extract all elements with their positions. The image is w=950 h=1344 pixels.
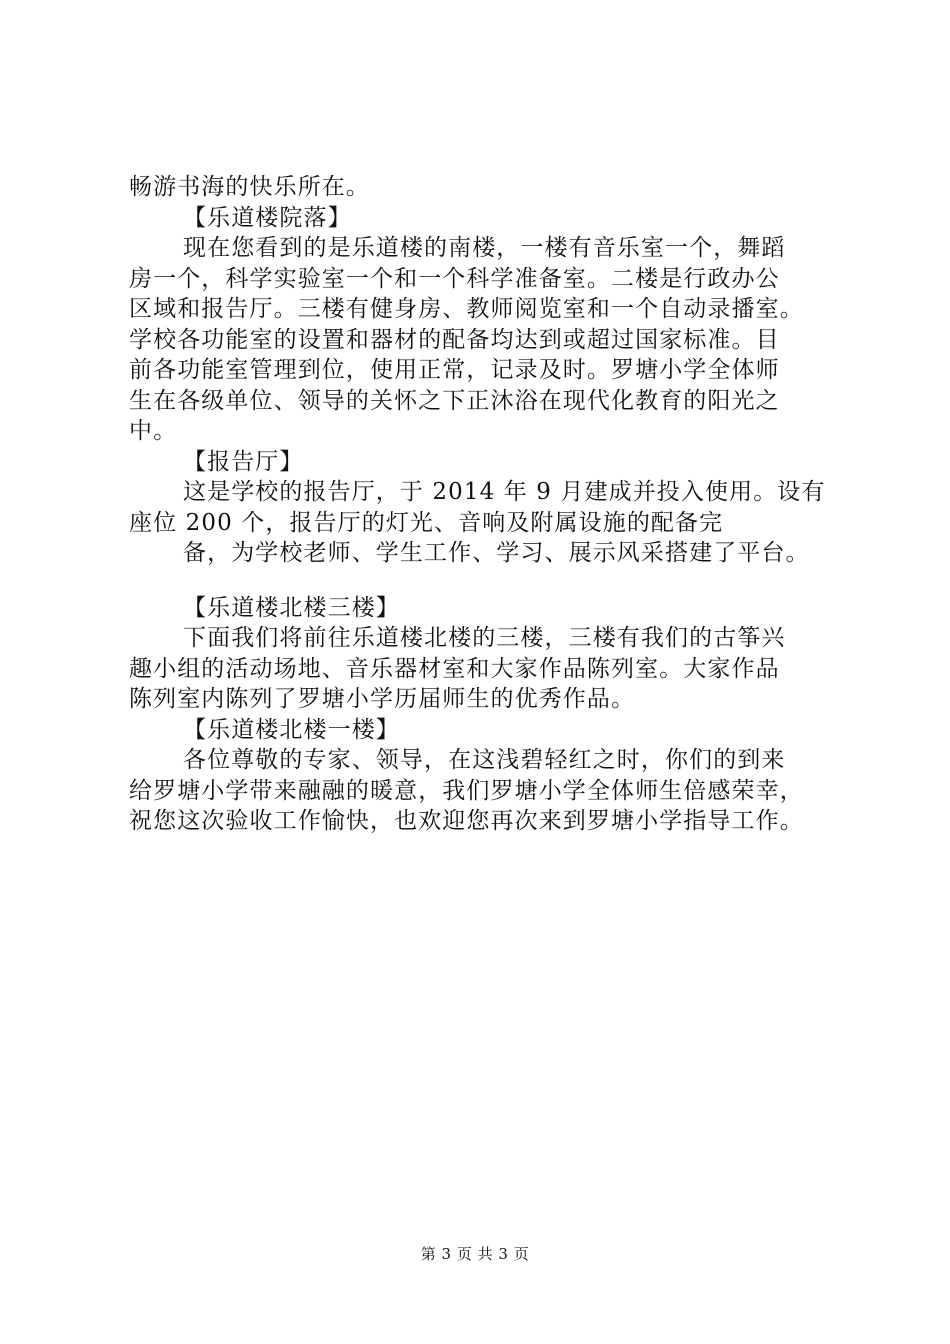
paragraph-line: 座位 200 个，报告厅的灯光、音响及附属设施的配备完 (129, 509, 724, 536)
section-heading-lecture-hall: 【报告厅】 (183, 448, 304, 475)
paragraph-line: 趣小组的活动场地、音乐器材室和大家作品陈列室。大家作品 (129, 655, 780, 682)
paragraph-line: 备，为学校老师、学生工作、学习、展示风采搭建了平台。 (183, 540, 810, 566)
section-heading-ledao-courtyard: 【乐道楼院落】 (183, 204, 352, 231)
paragraph-line: 陈列室内陈列了罗塘小学历届师生的优秀作品。 (129, 686, 636, 712)
paragraph-line: 区域和报告厅。三楼有健身房、教师阅览室和一个自动录播室。 (129, 296, 804, 322)
section-heading-north-third-floor: 【乐道楼北楼三楼】 (183, 594, 400, 621)
paragraph-line: 给罗塘小学带来融融的暖意，我们罗塘小学全体师生倍感荣幸， (129, 777, 804, 804)
paragraph-line: 现在您看到的是乐道楼的南楼，一楼有音乐室一个，舞蹈 (183, 235, 786, 261)
page-footer: 第 3 页 共 3 页 (420, 1245, 530, 1263)
paragraph-gap (129, 569, 849, 593)
paragraph-line: 祝您这次验收工作愉快，也欢迎您再次来到罗塘小学指导工作。 (129, 808, 804, 834)
paragraph-line: 房一个，科学实验室一个和一个科学准备室。二楼是行政办公 (129, 265, 780, 292)
document-body (129, 172, 849, 837)
paragraph-line: 中。 (129, 418, 178, 444)
section-heading-north-first-floor: 【乐道楼北楼一楼】 (183, 716, 400, 743)
paragraph-line: 下面我们将前往乐道楼北楼的三楼，三楼有我们的古筝兴 (183, 625, 786, 651)
paragraph-line: 学校各功能室的设置和器材的配备均达到或超过国家标准。目 (129, 326, 780, 353)
paragraph-line: 畅游书海的快乐所在。 (129, 174, 370, 200)
paragraph-line: 各位尊敬的专家、领导，在这浅碧轻红之时，你们的到来 (183, 747, 786, 773)
paragraph-line: 生在各级单位、领导的关怀之下正沐浴在现代化教育的阳光之 (129, 387, 780, 414)
paragraph-line: 这是学校的报告厅，于 2014 年 9 月建成并投入使用。设有 (183, 479, 826, 505)
paragraph-line: 前各功能室管理到位，使用正常，记录及时。罗塘小学全体师 (129, 357, 780, 383)
